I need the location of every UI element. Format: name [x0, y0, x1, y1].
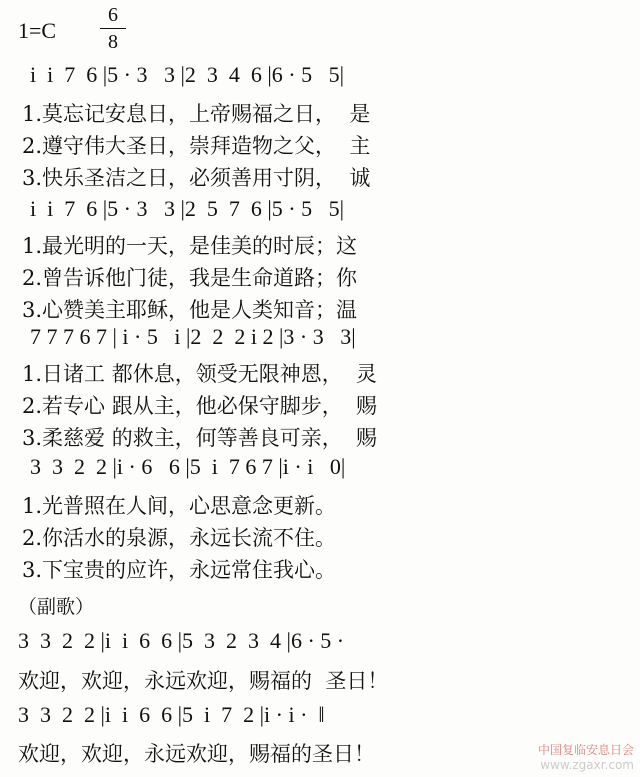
verse-2-lyric-2: 2.曾告诉他门徒，我是生命道路；你 — [22, 266, 358, 290]
verse-1-notes: i i 7 6 |5 · 3 3 |2 3 4 6 |6 · 5 5| — [30, 62, 344, 87]
time-signature — [100, 4, 126, 53]
verse-1-lyric-1: 1.莫忘记安息日，上帝赐福之日， 是 — [22, 102, 371, 126]
verse-4-lyric-3: 3.下宝贵的应许，永远常住我心。 — [22, 558, 337, 582]
verse-4-lyric-2: 2.你活水的泉源，永远长流不住。 — [22, 526, 337, 550]
verse-3-notes: 7 7 7 6 7 | i · 5 i |2 2 2 i 2 |3 · 3 3| — [30, 324, 356, 349]
verse-3-lyric-2: 2.若专心 跟从主，他必保守脚步， 赐 — [22, 394, 378, 418]
verse-4-lyric-1: 1.光普照在人间，心思意念更新。 — [22, 494, 337, 518]
verse-1-lyric-3: 3.快乐圣洁之日，必须善用寸阴， 诚 — [22, 166, 371, 190]
verse-2-lyric-3: 3.心赞美主耶稣，他是人类知音；温 — [22, 298, 358, 322]
time-signature-top: 6 — [108, 4, 118, 26]
chorus-1-lyric: 欢迎，欢迎，永远欢迎，赐福的 圣日！ — [18, 669, 389, 693]
chorus-1-notes: 3 3 2 2 |i i 6 6 |5 3 2 3 4 |6 · 5 · — [18, 628, 345, 653]
chorus-2-lyric: 欢迎，欢迎，永远欢迎，赐福的圣日！ — [18, 742, 375, 766]
key-signature: 1=C — [18, 18, 57, 43]
time-signature-bar — [100, 28, 126, 29]
verse-1-lyric-2: 2.遵守伟大圣日，崇拜造物之父， 主 — [22, 134, 371, 158]
chorus-label: （副歌） — [18, 596, 95, 618]
verse-3-lyric-3: 3.柔慈爱 的救主，何等善良可亲， 赐 — [22, 426, 378, 450]
time-signature-bottom: 8 — [108, 31, 118, 53]
verse-3-lyric-1: 1.日诸工 都休息，领受无限神恩， 灵 — [22, 362, 378, 386]
verse-4-notes: 3 3 2 2 |i · 6 6 |5 i 7 6 7 |i · i 0| — [30, 454, 346, 479]
watermark — [538, 743, 634, 773]
verse-2-notes: i i 7 6 |5 · 3 3 |2 5 7 6 |5 · 5 5| — [30, 196, 344, 221]
watermark-url: www.zgaxr.com — [540, 758, 634, 772]
watermark-text: 中国复临安息日会 — [537, 743, 634, 757]
chorus-2-notes: 3 3 2 2 |i i 6 6 |5 i 7 2 |i · i · ‖ — [18, 702, 325, 727]
verse-2-lyric-1: 1.最光明的一天，是佳美的时辰；这 — [22, 234, 358, 258]
